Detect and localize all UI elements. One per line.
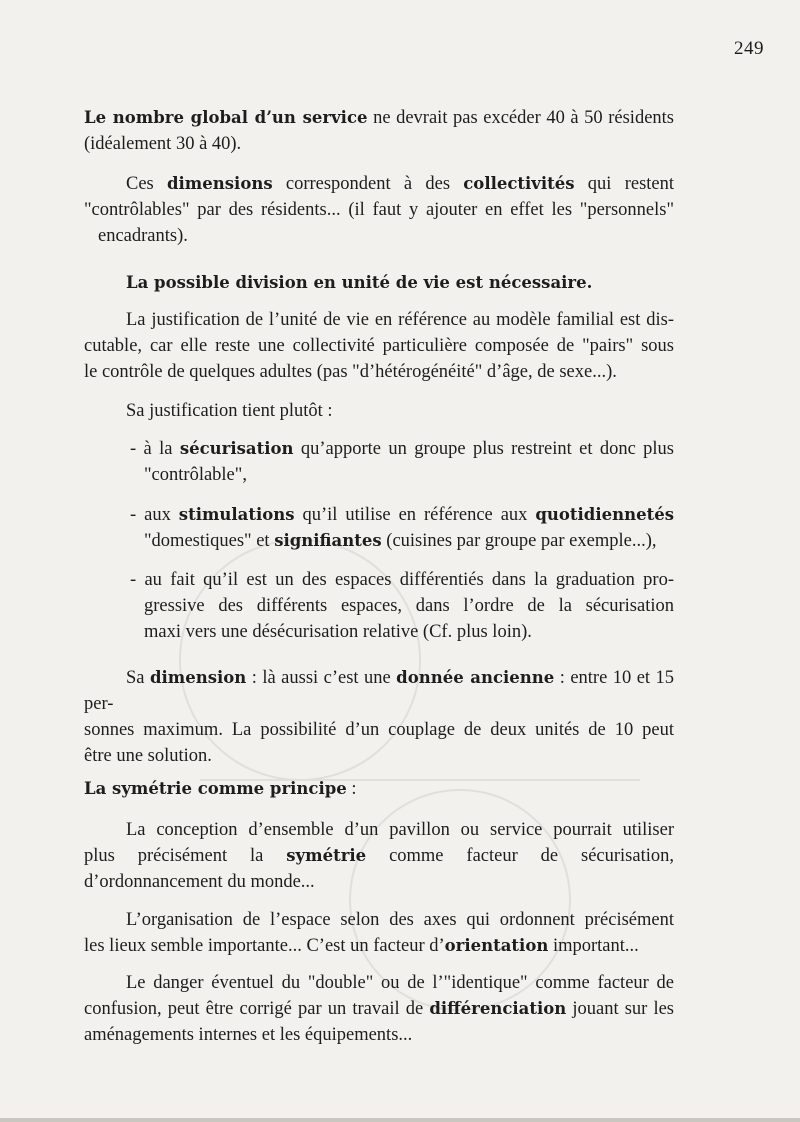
paragraph-dimension [84,665,674,769]
paragraph-justification [84,307,674,385]
text: important... [548,936,639,956]
bold-term: symétrie [286,846,367,865]
text: (cuisines par groupe par exemple...), [381,531,657,551]
line: sonnes maximum. La possibilité d’un couplage de deux unités de 10 peut [84,720,674,740]
text: confusion, peut être corrigé par un travail de [84,999,430,1019]
bold-term: orientation [444,936,549,955]
line: (idéalement 30 à 40). [84,134,242,154]
text: correspondent à des [272,174,464,194]
page-edge [0,1118,800,1122]
text: les lieux semble importante... C’est un facteur d’ [84,936,445,956]
text: - aux [130,505,179,525]
bullet-securisation [130,436,674,488]
paragraph-danger [84,970,674,1048]
text: : entre 10 et 15 per- [84,668,675,714]
bold-term: collectivités [463,174,575,193]
line: L’organisation de l’espace selon des axes qui ordonnent précisément [126,910,674,930]
bold-heading: La possible division en unité de vie est nécessaire. [126,273,593,292]
bold-term: dimension [149,668,247,687]
text: Ces [126,174,167,194]
bold-term: sécurisation [179,439,294,458]
text: Sa [126,668,150,688]
text: qui restent [574,174,675,194]
text: qu’il utilise en référence aux [294,505,536,525]
bold-term: signifiantes [274,531,382,550]
line: La conception d’ensemble d’un pavillon ou service pourrait utiliser [126,820,674,840]
text: jouant sur les [566,999,674,1019]
text: plus précisément la [84,846,287,866]
paragraph-intro: Sa justification tient plutôt : [126,401,333,421]
line: La justification de l’unité de vie en référence au modèle familial est dis- [126,310,674,330]
paragraph-symmetry [84,817,674,895]
line: aménagements internes et les équipements... [84,1025,413,1045]
line: le contrôle de quelques adultes (pas "d’hétérogénéité" d’âge, de sexe...). [84,362,617,382]
line: maxi vers une désécurisation relative (Cf. plus loin). [144,622,532,642]
text: - à la [130,439,180,459]
line: "contrôlable", [144,465,247,485]
line: gressive des différents espaces, dans l’ordre de la sécurisation [144,596,674,616]
line [84,843,674,869]
text: "domestiques" et [144,531,275,551]
bold-term: différenciation [429,999,567,1018]
text: : là aussi c’est une [246,668,397,688]
text: comme facteur de sécurisation, [366,846,674,866]
line: Le danger éventuel du "double" ou de l’"identique" comme facteur de [126,973,674,993]
bold-term: stimulations [178,505,295,524]
line: être une solution. [84,746,212,766]
bold-term: dimensions [167,174,273,193]
line [84,933,674,959]
line [130,436,674,462]
text: ne devrait pas excéder 40 à 50 résidents [367,108,674,128]
text: : [346,779,357,799]
line: d’ordonnancement du monde... [84,872,315,892]
line [84,171,674,197]
heading-symmetry [84,776,674,802]
page-number: 249 [734,38,764,59]
line: - au fait qu’il est un des espaces différentiés dans la graduation pro- [130,570,674,590]
line [130,502,674,528]
paragraph-service-size [84,105,674,157]
line: encadrants). [98,226,188,246]
bold-heading: La symétrie comme principe [84,779,347,798]
bold-term: quotidiennetés [535,505,675,524]
bullet-stimulations [130,502,674,554]
line: cutable, car elle reste une collectivité particulière composée de "pairs" sous [84,336,674,356]
bullet-graduation [130,567,674,645]
paragraph-organisation [84,907,674,959]
line [84,665,674,717]
paragraph-dimensions [84,171,674,249]
bold-term: Le nombre global d’un service [84,108,368,127]
text: qu’apporte un groupe plus restreint et donc plus [293,439,674,459]
line [130,528,674,554]
line: "contrôlables" par des résidents... (il faut y ajouter en effet les "personnels" [84,200,674,220]
bold-term: donnée ancienne [396,668,555,687]
line [84,996,674,1022]
line [84,105,674,131]
heading-division [84,270,674,296]
